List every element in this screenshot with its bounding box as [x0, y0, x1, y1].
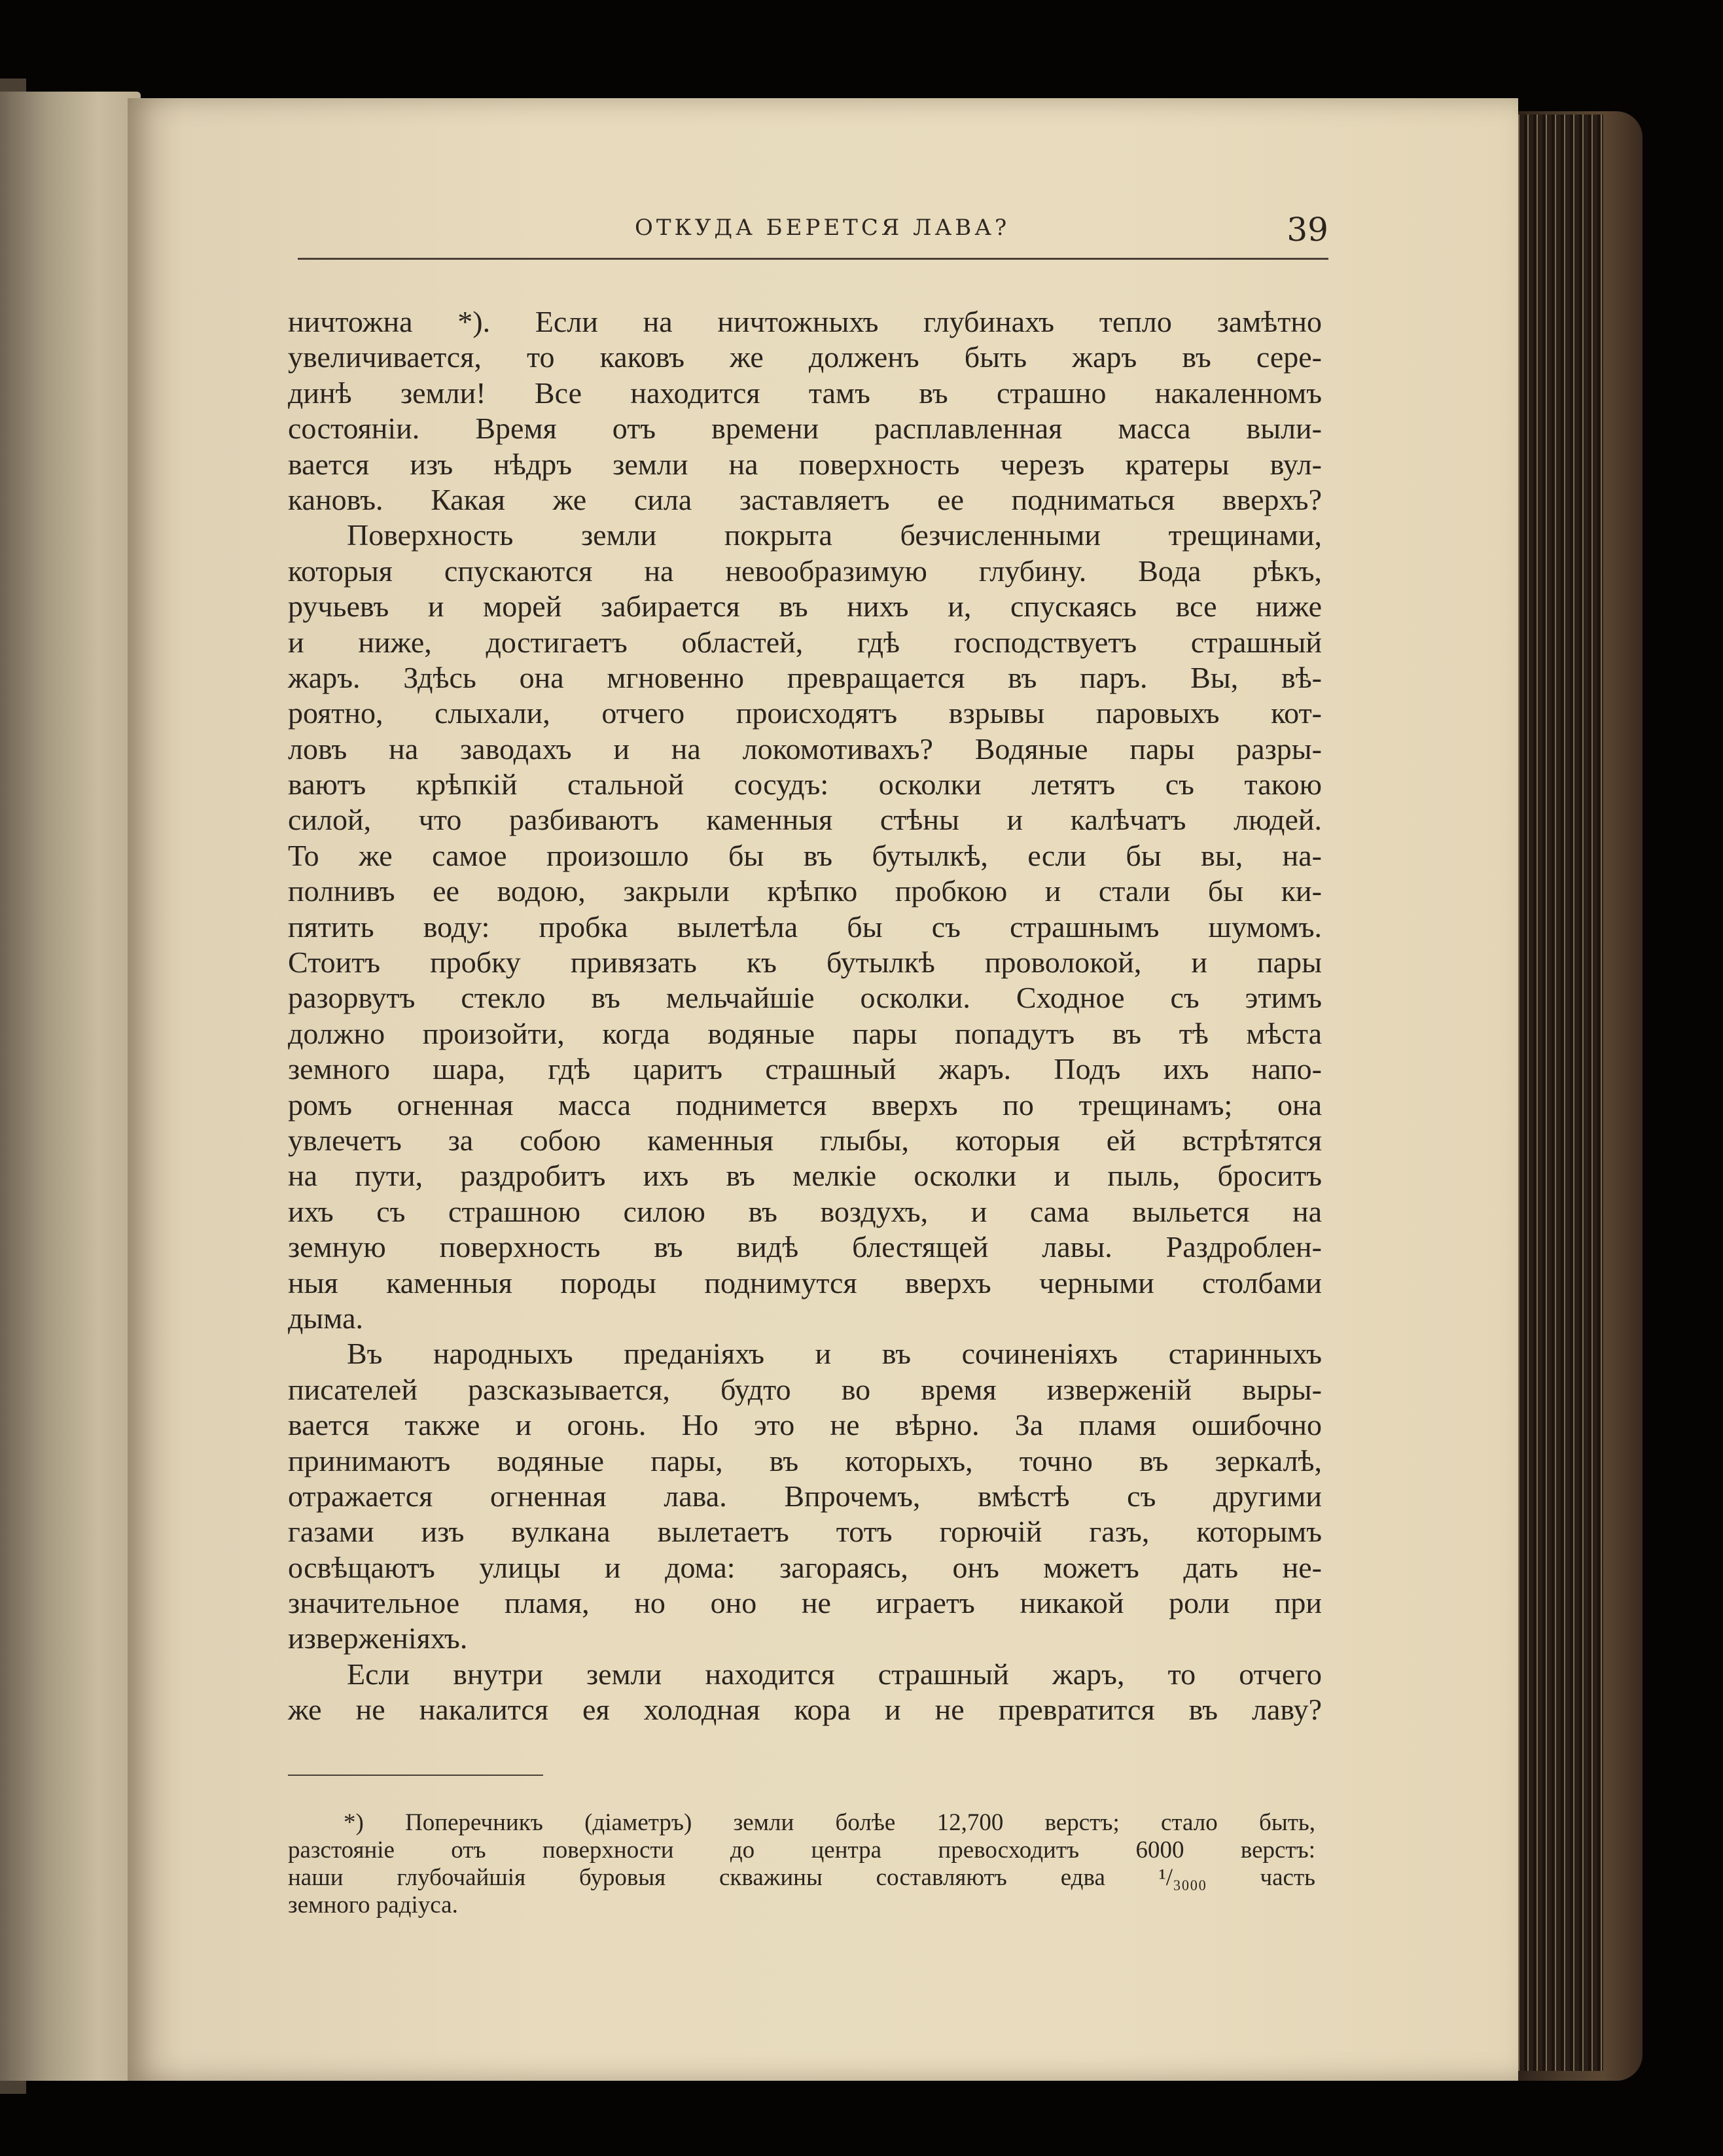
text-line: дыма.	[288, 1301, 364, 1335]
left-page-edge	[0, 92, 141, 2081]
text-line: жаръ. Здѣсь она мгновенно превращается въ паръ. Вы, вѣ-	[288, 660, 1322, 694]
text-line: освѣщаютъ улицы и дома: загораясь, онъ можетъ дать не-	[288, 1550, 1322, 1584]
text-line: на пути, раздробитъ ихъ въ мелкіе осколки и пыль, броситъ	[288, 1159, 1322, 1193]
text-line: которыя спускаются на невообразимую глубину. Вода рѣкъ,	[288, 554, 1322, 588]
text-line: должно произойти, когда водяные пары попадутъ въ тѣ мѣста	[288, 1016, 1322, 1050]
text-line: Въ народныхъ преданіяхъ и въ сочиненіяхъ старинныхъ	[347, 1337, 1322, 1371]
text-line: вается также и огонь. Но это не вѣрно. За пламя ошибочно	[288, 1408, 1322, 1442]
text-line: ныя каменныя породы поднимутся вверхъ черными столбами	[288, 1265, 1322, 1299]
text-line: кановъ. Какая же сила заставляетъ ее подниматься вверхъ?	[288, 482, 1322, 516]
text-line: динѣ земли! Все находится тамъ въ страшно накаленномъ	[288, 376, 1322, 410]
text-line: роятно, слыхали, отчего происходятъ взрывы паровыхъ кот-	[288, 696, 1322, 730]
text-line: То же самое произошло бы въ бутылкѣ, если бы вы, на-	[288, 838, 1322, 872]
text-line: полнивъ ее водою, закрыли крѣпко пробкою и стали бы ки-	[288, 874, 1322, 908]
text-line: земного шара, гдѣ царитъ страшный жаръ. Подъ ихъ напо-	[288, 1052, 1322, 1086]
footnote-line: *) Поперечникъ (діаметръ) земли болѣе 12,700 верстъ; стало быть,	[344, 1809, 1315, 1836]
text-line: значительное пламя, но оно не играетъ никакой роли при	[288, 1586, 1322, 1620]
text-line: принимаютъ водяные пары, въ которыхъ, точно въ зеркалѣ,	[288, 1443, 1322, 1477]
text-line: увлечетъ за собою каменныя глыбы, которыя ей встрѣтятся	[288, 1123, 1322, 1157]
footnote-line: земного радіуса.	[288, 1892, 458, 1918]
text-line: Стоитъ пробку привязать къ бутылкѣ проволокой, и пары	[288, 945, 1322, 980]
text-line: ромъ огненная масса поднимется вверхъ по трещинамъ; она	[288, 1087, 1322, 1122]
running-head	[298, 208, 1328, 260]
footnote-line: наши глубочайшія буровыя скважины составляютъ едва ¹/₃₀₀₀ часть	[288, 1864, 1315, 1891]
text-line: ручьевъ и морей забирается въ нихъ и, спускаясь все ниже	[288, 590, 1322, 624]
header-rule	[298, 258, 1328, 260]
text-line: ваютъ крѣпкій стальной сосудъ: осколки летятъ съ такою	[288, 768, 1322, 802]
footnote	[288, 1809, 1315, 1919]
footnote-line: разстояніе отъ поверхности до центра превосходитъ 6000 верстъ:	[288, 1837, 1315, 1864]
text-line: разорвутъ стекло въ мельчайшіе осколки. Сходное съ этимъ	[288, 981, 1322, 1015]
running-head-title: ОТКУДА БЕРЕТСЯ ЛАВА?	[635, 215, 1010, 241]
page-number: 39	[1287, 211, 1328, 249]
text-line: газами изъ вулкана вылетаетъ тотъ горючій газъ, которымъ	[288, 1515, 1322, 1549]
text-line: ничтожна *). Если на ничтожныхъ глубинахъ тепло замѣтно	[288, 305, 1322, 338]
text-line: пятить воду: пробка вылетѣла бы съ страшнымъ шумомъ.	[288, 910, 1322, 944]
text-line: земную поверхность въ видѣ блестящей лавы. Раздроблен-	[288, 1230, 1322, 1264]
text-line: ловъ на заводахъ и на локомотивахъ? Водяные пары разры-	[288, 732, 1322, 766]
text-line: изверженіяхъ.	[288, 1621, 468, 1655]
text-line: отражается огненная лава. Впрочемъ, вмѣстѣ съ другими	[288, 1479, 1322, 1513]
text-line: и ниже, достигаетъ областей, гдѣ господствуетъ страшный	[288, 625, 1322, 659]
text-line: вается изъ нѣдръ земли на поверхность черезъ кратеры вул-	[288, 447, 1322, 481]
text-line: Поверхность земли покрыта безчисленными трещинами,	[347, 518, 1322, 552]
text-line: писателей разсказывается, будто во время изверженій выры-	[288, 1372, 1322, 1406]
text-line: увеличивается, то каковъ же долженъ быть жаръ въ сере-	[288, 340, 1322, 374]
text-line: силой, что разбиваютъ каменныя стѣны и калѣчатъ людей.	[288, 803, 1322, 837]
text-line: ихъ съ страшною силою въ воздухъ, и сама выльется на	[288, 1194, 1322, 1228]
page-stack-edge	[1515, 115, 1603, 2071]
body-text	[288, 304, 1322, 1728]
footnote-rule	[288, 1775, 543, 1776]
text-line: состояніи. Время отъ времени расплавленная масса выли-	[288, 412, 1322, 446]
text-line: Если внутри земли находится страшный жаръ, то отчего	[347, 1657, 1322, 1691]
text-line: же не накалится ея холодная кора и не превратится въ лаву?	[288, 1693, 1322, 1727]
